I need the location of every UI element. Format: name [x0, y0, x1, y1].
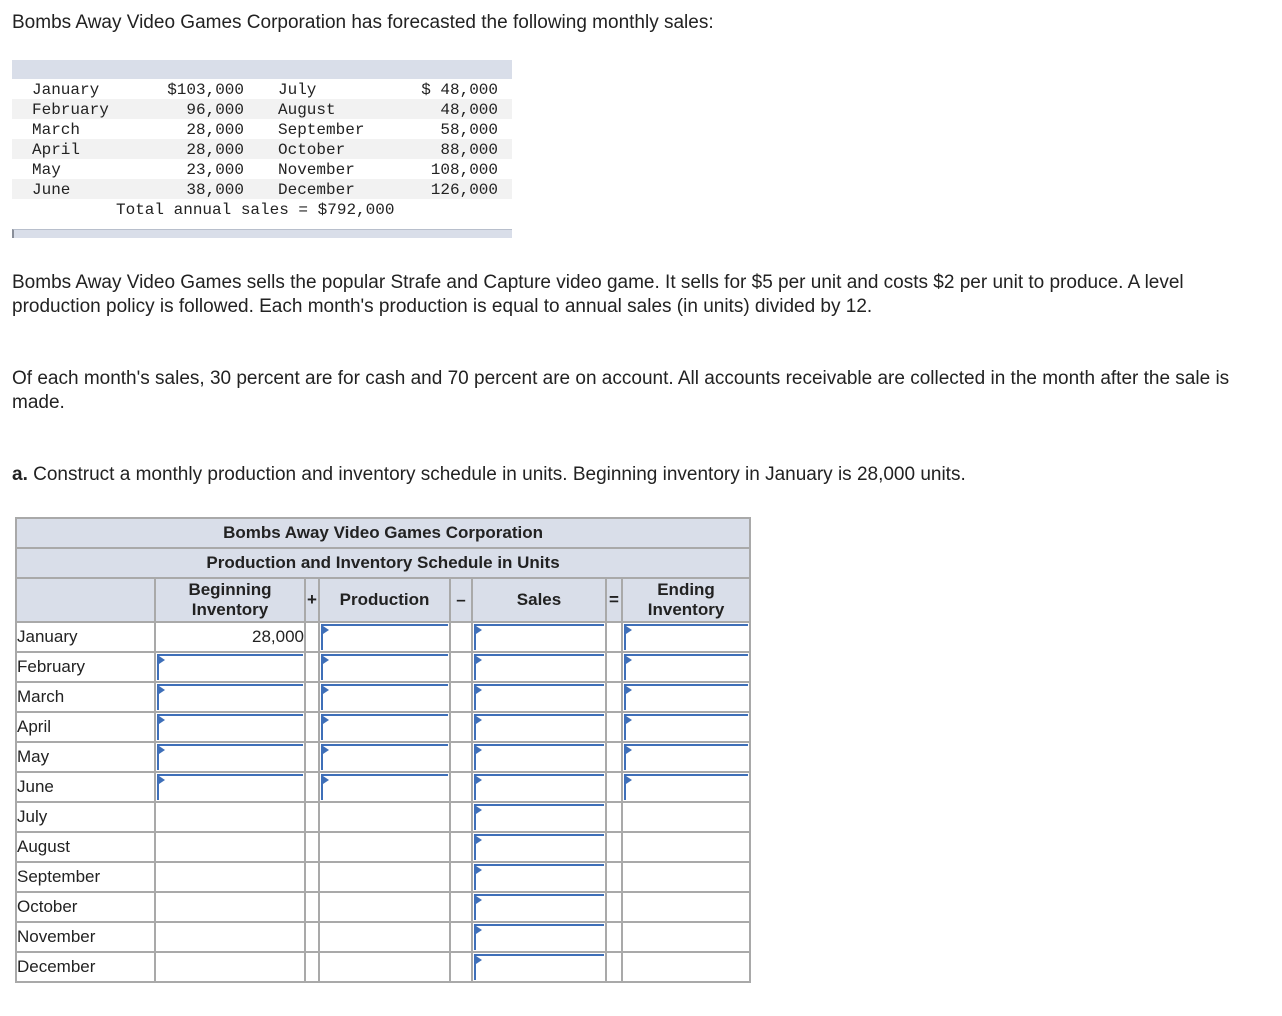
table-row	[16, 802, 750, 832]
production-input[interactable]	[321, 684, 448, 710]
sales-input[interactable]	[474, 774, 604, 800]
forecast-header-bar	[12, 60, 512, 79]
sales-input[interactable]	[474, 894, 604, 920]
forecast-value: 28,000	[186, 141, 244, 159]
forecast-month: August	[278, 101, 336, 119]
forecast-value: $103,000	[167, 81, 244, 99]
ending-inventory-input[interactable]	[624, 624, 748, 650]
sales-input[interactable]	[474, 744, 604, 770]
production-input[interactable]	[321, 774, 448, 800]
table-row	[16, 652, 750, 682]
forecast-month: September	[278, 121, 365, 139]
sales-header: Sales	[472, 578, 606, 622]
production-input[interactable]	[321, 744, 448, 770]
month-label: October	[16, 892, 155, 922]
ending-inventory-input[interactable]	[624, 714, 748, 740]
month-header	[16, 578, 155, 622]
table-row	[16, 862, 750, 892]
beginning-inventory-input[interactable]	[157, 774, 303, 800]
month-label: June	[16, 772, 155, 802]
forecast-month: November	[278, 161, 355, 179]
production-header: Production	[319, 578, 450, 622]
beginning-inventory-input[interactable]	[157, 714, 303, 740]
month-label: February	[16, 652, 155, 682]
table-row	[16, 682, 750, 712]
forecast-total: Total annual sales = $792,000	[116, 201, 395, 219]
sales-input[interactable]	[474, 834, 604, 860]
table-row	[16, 952, 750, 982]
collections-paragraph: Of each month's sales, 30 percent are for cash and 70 percent are on account. All accounts receivable are collected in the month after the sale is made.	[12, 368, 1230, 413]
schedule-title: Bombs Away Video Games Corporation	[16, 518, 750, 548]
production-input[interactable]	[321, 624, 448, 650]
schedule-subtitle: Production and Inventory Schedule in Units	[16, 548, 750, 578]
forecast-value: 108,000	[430, 161, 498, 179]
month-label: November	[16, 922, 155, 952]
sales-input[interactable]	[474, 684, 604, 710]
sales-input[interactable]	[474, 714, 604, 740]
forecast-value: 58,000	[440, 121, 498, 139]
forecast-month: October	[278, 141, 346, 159]
beginning-inventory-input[interactable]	[157, 684, 303, 710]
table-row	[16, 892, 750, 922]
forecast-value: 126,000	[430, 181, 498, 199]
production-cell	[319, 622, 450, 652]
plus-operator: +	[305, 578, 319, 622]
forecast-month: February	[32, 101, 109, 119]
intro-text: Bombs Away Video Games Corporation has forecasted the following monthly sales:	[12, 12, 714, 33]
forecast-month: June	[32, 181, 71, 199]
forecast-month: April	[32, 141, 81, 159]
question-text: Construct a monthly production and inventory schedule in units. Beginning inventory in January is 28,000 units.	[27, 464, 966, 485]
table-row	[16, 772, 750, 802]
forecast-value: 88,000	[440, 141, 498, 159]
month-label: March	[16, 682, 155, 712]
sales-forecast-box	[12, 60, 512, 238]
ending-inventory-input[interactable]	[624, 654, 748, 680]
sales-input[interactable]	[474, 804, 604, 830]
forecast-value: 48,000	[440, 101, 498, 119]
production-input[interactable]	[321, 654, 448, 680]
sales-cell	[472, 622, 606, 652]
beginning-inventory-value: 28,000	[155, 622, 305, 652]
ending-inventory-cell	[622, 622, 750, 652]
forecast-value: $ 48,000	[421, 81, 498, 99]
equals-operator: =	[606, 578, 622, 622]
forecast-footer-bar	[12, 229, 512, 238]
ending-inventory-input[interactable]	[624, 774, 748, 800]
table-row	[16, 742, 750, 772]
sales-input[interactable]	[474, 954, 604, 980]
ending-inventory-input[interactable]	[624, 744, 748, 770]
table-row	[16, 832, 750, 862]
ending-inventory-header: Ending Inventory	[622, 578, 750, 622]
month-label: July	[16, 802, 155, 832]
month-label: December	[16, 952, 155, 982]
forecast-month: May	[32, 161, 61, 179]
beginning-inventory-header: Beginning Inventory	[155, 578, 305, 622]
sales-input[interactable]	[474, 924, 604, 950]
question-a	[12, 463, 1272, 487]
description-paragraph: Bombs Away Video Games sells the popular Strafe and Capture video game. It sells for $5 per unit and costs $2 per unit to produce. A level production policy is followed. Each month's production is equal to annual sales (in units) divided by 12.	[12, 272, 1184, 317]
beginning-inventory-input[interactable]	[157, 654, 303, 680]
forecast-value: 28,000	[186, 121, 244, 139]
month-label: September	[16, 862, 155, 892]
minus-operator: –	[450, 578, 472, 622]
month-label: May	[16, 742, 155, 772]
forecast-value: 96,000	[186, 101, 244, 119]
forecast-value: 23,000	[186, 161, 244, 179]
sales-input[interactable]	[474, 864, 604, 890]
month-label: January	[16, 622, 155, 652]
production-input[interactable]	[321, 714, 448, 740]
forecast-month: July	[278, 81, 317, 99]
month-label: April	[16, 712, 155, 742]
sales-input[interactable]	[474, 654, 604, 680]
table-row	[16, 922, 750, 952]
table-row	[16, 712, 750, 742]
ending-inventory-input[interactable]	[624, 684, 748, 710]
table-row	[16, 622, 750, 652]
forecast-month: March	[32, 121, 81, 139]
beginning-inventory-input[interactable]	[157, 744, 303, 770]
production-inventory-schedule	[15, 517, 751, 983]
forecast-month: January	[32, 81, 100, 99]
forecast-value: 38,000	[186, 181, 244, 199]
forecast-month: December	[278, 181, 355, 199]
sales-input[interactable]	[474, 624, 604, 650]
month-label: August	[16, 832, 155, 862]
question-label: a.	[12, 464, 28, 485]
